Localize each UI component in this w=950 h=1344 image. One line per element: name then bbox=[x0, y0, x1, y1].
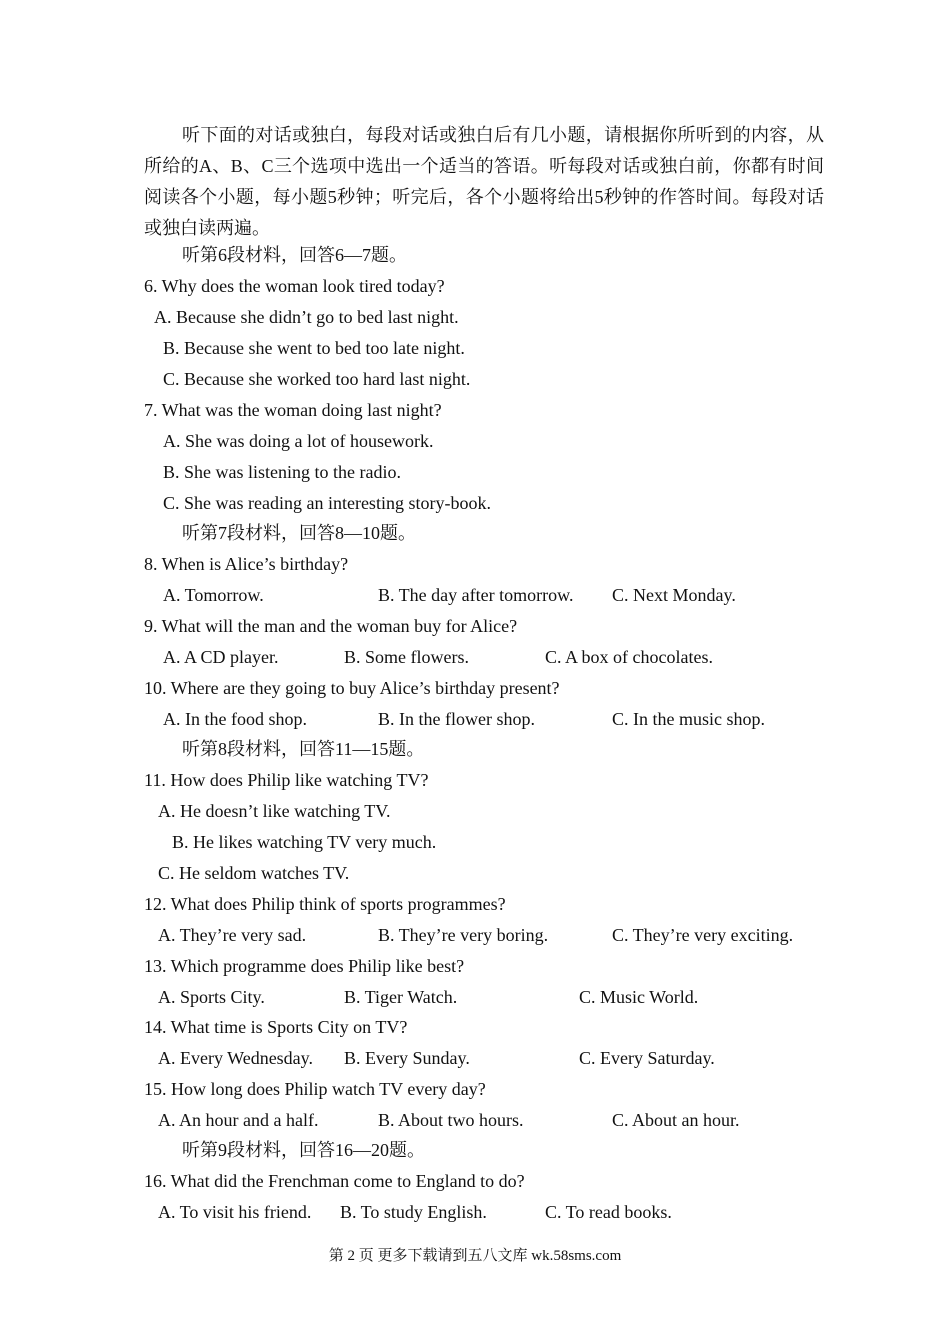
section-6-heading: 听第6段材料，回答6—7题。 bbox=[182, 245, 407, 265]
option-8a: A. Tomorrow. bbox=[163, 585, 264, 605]
option-11c: C. He seldom watches TV. bbox=[158, 863, 350, 883]
section-9-heading: 听第9段材料，回答16—20题。 bbox=[182, 1140, 425, 1160]
option-16c: C. To read books. bbox=[545, 1202, 672, 1222]
question-11: 11. How does Philip like watching TV? bbox=[144, 770, 429, 790]
question-13: 13. Which programme does Philip like best? bbox=[144, 956, 465, 976]
option-10c: C. In the music shop. bbox=[612, 709, 765, 729]
question-10: 10. Where are they going to buy Alice’s birthday present? bbox=[144, 678, 560, 698]
option-8b: B. The day after tomorrow. bbox=[378, 585, 574, 605]
option-13b: B. Tiger Watch. bbox=[344, 987, 458, 1007]
option-12c: C. They’re very exciting. bbox=[612, 925, 794, 945]
option-16b: B. To study English. bbox=[340, 1202, 487, 1222]
option-8c: C. Next Monday. bbox=[612, 585, 736, 605]
option-12b: B. They’re very boring. bbox=[378, 925, 549, 945]
option-9a: A. A CD player. bbox=[163, 647, 279, 667]
option-13c: C. Music World. bbox=[579, 987, 699, 1007]
option-14c: C. Every Saturday. bbox=[579, 1048, 715, 1068]
option-15c: C. About an hour. bbox=[612, 1110, 740, 1130]
option-11a: A. He doesn’t like watching TV. bbox=[158, 801, 391, 821]
option-6b: B. Because she went to bed too late night. bbox=[163, 338, 465, 358]
option-7a: A. She was doing a lot of housework. bbox=[163, 431, 434, 451]
option-7b: B. She was listening to the radio. bbox=[163, 462, 401, 482]
question-6: 6. Why does the woman look tired today? bbox=[144, 276, 445, 296]
instructions-paragraph: 听下面的对话或独白，每段对话或独白后有几小题，请根据你所听到的内容，从所给的A、B、C三个选项中选出一个适当的答语。听每段对话或独白前，你都有时间阅读各个小题，每小题5秒钟；听完后，各个小题将给出5秒钟的作答时间。每段对话或独白读两遍。 bbox=[144, 125, 824, 238]
option-12a: A. They’re very sad. bbox=[158, 925, 307, 945]
option-7c: C. She was reading an interesting story-book. bbox=[163, 493, 491, 513]
page-footer: 第 2 页 更多下载请到五八文库 wk.58sms.com bbox=[328, 1248, 622, 1264]
option-14a: A. Every Wednesday. bbox=[158, 1048, 314, 1068]
question-12: 12. What does Philip think of sports programmes? bbox=[144, 894, 506, 914]
option-10b: B. In the flower shop. bbox=[378, 709, 535, 729]
question-7: 7. What was the woman doing last night? bbox=[144, 400, 442, 420]
question-15: 15. How long does Philip watch TV every day? bbox=[144, 1079, 486, 1099]
option-11b: B. He likes watching TV very much. bbox=[172, 832, 437, 852]
option-15a: A. An hour and a half. bbox=[158, 1110, 319, 1130]
section-8-heading: 听第8段材料，回答11—15题。 bbox=[182, 739, 425, 759]
option-13a: A. Sports City. bbox=[158, 987, 265, 1007]
question-14: 14. What time is Sports City on TV? bbox=[144, 1017, 408, 1037]
question-9: 9. What will the man and the woman buy for Alice? bbox=[144, 616, 518, 636]
question-16: 16. What did the Frenchman come to England to do? bbox=[144, 1171, 525, 1191]
option-6a: A. Because she didn’t go to bed last night. bbox=[154, 307, 459, 327]
question-8: 8. When is Alice’s birthday? bbox=[144, 554, 349, 574]
option-9c: C. A box of chocolates. bbox=[545, 647, 713, 667]
option-16a: A. To visit his friend. bbox=[158, 1202, 312, 1222]
option-6c: C. Because she worked too hard last night. bbox=[163, 369, 471, 389]
option-15b: B. About two hours. bbox=[378, 1110, 524, 1130]
option-14b: B. Every Sunday. bbox=[344, 1048, 470, 1068]
section-7-heading: 听第7段材料，回答8—10题。 bbox=[182, 523, 416, 543]
option-10a: A. In the food shop. bbox=[163, 709, 307, 729]
option-9b: B. Some flowers. bbox=[344, 647, 469, 667]
